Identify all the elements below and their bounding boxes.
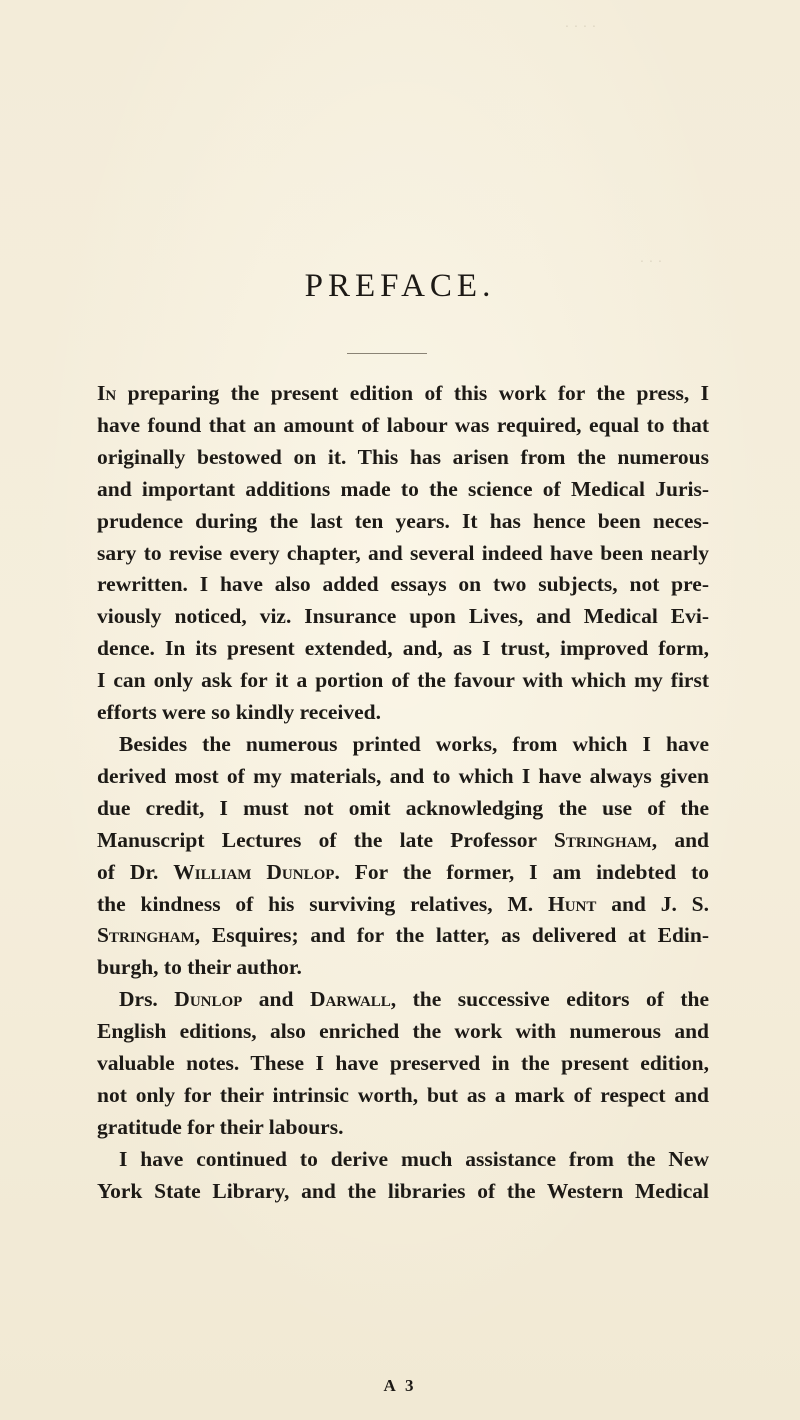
text-run: sary to revise every chapter, and several indeed have been nearly (97, 540, 709, 565)
text-run: the kindness of his surviving relatives, M. (97, 891, 548, 916)
text-line (97, 506, 709, 538)
text-run: , Esquires; and for the latter, as delivered at Edin- (194, 923, 709, 948)
text-line (97, 952, 709, 984)
page-title: PREFACE. (304, 268, 496, 304)
show-through-ink-2: · · · (640, 255, 663, 270)
show-through-ink-1: · · · · (565, 20, 597, 35)
text-line (97, 729, 709, 761)
text-run: valuable notes. These I have preserved in the present edition, (97, 1051, 709, 1076)
text-run: preparing the present edition of this work for the press, I (116, 381, 709, 405)
text-run: dence. In its present extended, and, as I trust, improved form, (97, 636, 709, 661)
text-run: efforts were so kindly received. (97, 700, 382, 725)
text-line (97, 474, 709, 506)
text-run: English editions, also enriched the work with numerous and (97, 1019, 709, 1044)
text-run: prudence during the last ten years. It has hence been neces- (97, 508, 709, 533)
text-run: Besides the numerous printed works, from which I have (119, 731, 709, 756)
text-run: Drs. (119, 987, 175, 1012)
text-line (97, 825, 709, 857)
text-line (97, 601, 709, 633)
text-line (97, 1144, 709, 1176)
small-caps-name: William Dunlop (173, 859, 335, 884)
title-divider (347, 353, 427, 354)
text-run: I have continued to derive much assistance from the New (119, 1146, 709, 1171)
text-line (97, 665, 709, 697)
text-line (97, 1080, 709, 1112)
text-run: due credit, I must not omit acknowledging the use of the (97, 795, 709, 820)
text-line (97, 697, 709, 729)
body-text (97, 378, 709, 1208)
text-run: viously noticed, viz. Insurance upon Lives, and Medical Evi- (97, 604, 709, 629)
text-line (97, 761, 709, 793)
text-run: originally bestowed on it. This has arisen from the numerous (97, 444, 709, 469)
text-run: York State Library, and the libraries of the Western Medical (97, 1178, 709, 1203)
text-line (97, 442, 709, 474)
text-line (97, 1112, 709, 1144)
text-run: I can only ask for it a portion of the favour with which my first (97, 668, 709, 693)
text-line (97, 538, 709, 570)
small-caps-name: Dunlop (174, 987, 243, 1012)
small-caps-name: Darwall (309, 987, 391, 1012)
text-run: of Dr. (97, 859, 174, 884)
text-run: . For the former, I am indebted to (334, 859, 709, 884)
text-line (97, 378, 709, 410)
text-line (97, 984, 709, 1016)
text-line (97, 793, 709, 825)
text-line (97, 857, 709, 889)
text-run: Manuscript Lectures of the late Professor (97, 827, 554, 852)
text-line (97, 569, 709, 601)
text-line (97, 633, 709, 665)
text-line (97, 889, 709, 921)
text-run: , the successive editors of the (390, 987, 709, 1012)
text-run: and J. S. (596, 891, 709, 916)
text-run: and (242, 987, 310, 1012)
small-caps-name: Hunt (548, 891, 597, 916)
text-run: rewritten. I have also added essays on two subjects, not pre- (97, 572, 709, 597)
text-run: not only for their intrinsic worth, but as a mark of respect and (97, 1082, 709, 1107)
text-line (97, 920, 709, 952)
signature-mark: A 3 (383, 1376, 417, 1395)
text-run: derived most of my materials, and to which I have always given (97, 763, 709, 788)
text-run: burgh, to their author. (97, 955, 302, 980)
text-run: , and (651, 827, 709, 852)
text-run: have found that an amount of labour was required, equal to that (97, 412, 709, 437)
text-line (97, 1176, 709, 1208)
text-run: gratitude for their labours. (97, 1114, 344, 1139)
small-caps-name: Stringham (553, 827, 652, 852)
text-line (97, 410, 709, 442)
text-run: and important additions made to the science of Medical Juris- (97, 476, 709, 501)
text-line (97, 1016, 709, 1048)
small-caps-name: In (97, 381, 117, 405)
text-line (97, 1048, 709, 1080)
small-caps-name: Stringham (97, 923, 195, 948)
